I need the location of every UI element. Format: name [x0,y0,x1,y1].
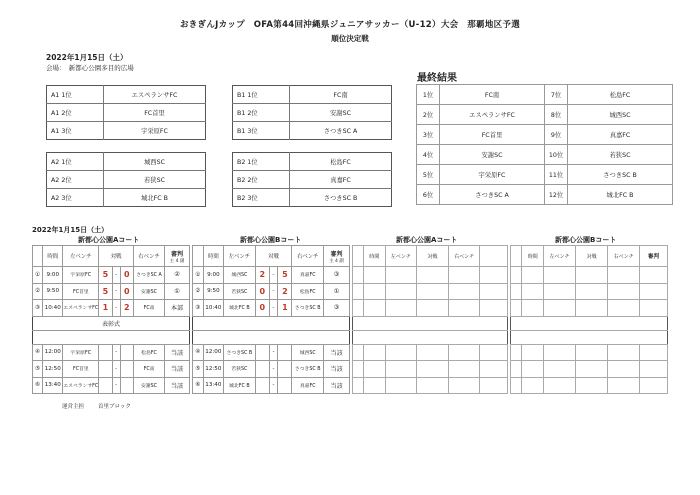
right-score: 5 [278,267,292,284]
match-row [193,361,350,378]
top-date: 2022年1月15日（土） [46,53,128,62]
match-time: 9:50 [203,283,224,300]
left-score [99,361,112,378]
match-no: ⑤ [193,361,204,378]
right-team: 安謝SC [134,377,165,394]
court-title: 新都心公園Bコート [240,236,302,244]
referee: ③ [323,267,349,284]
referee: 本部 [165,300,190,317]
right-team: 真嘉FC [292,377,323,394]
page-subtitle: 順位決定戦 [331,34,369,43]
ref-main: 主 [169,258,175,264]
group-team: エスペランサFC [131,92,178,99]
col-referee [165,246,190,267]
match-row [33,267,190,284]
rank: 4位 [417,145,440,165]
referee: 当該 [165,377,190,394]
match-row [193,267,350,284]
group-team: さつきSC B [290,189,392,207]
spacer [193,316,350,330]
left-team: 城北FC B [224,300,255,317]
final-team: 城西SC [568,105,673,125]
rank: 3位 [417,125,440,145]
court-a-schedule [32,245,190,394]
col-time: 時間 [522,246,544,267]
left-score: 0 [255,283,269,300]
left-score: 5 [99,283,112,300]
col-match: 対戦 [99,246,134,267]
right-score [120,344,133,361]
match-row [33,344,190,361]
group-label: B2 3位 [233,189,290,207]
left-team: 若狭SC [224,361,255,378]
final-team: 城北FC B [568,185,673,205]
group-label: B1 2位 [233,104,290,122]
final-results-table [416,84,673,205]
rank: 5位 [417,165,440,185]
match-time: 13:40 [43,377,63,394]
ref-assist: 副 [179,258,185,264]
referee: ① [323,283,349,300]
right-team: FC南 [134,361,165,378]
match-row [193,377,350,394]
group-a1 [46,85,206,140]
match-no: ② [33,283,43,300]
left-score [255,361,269,378]
left-team: 城北FC B [224,377,255,394]
court-b-schedule [192,245,350,394]
col-right-bench: 右ベンチ [292,246,323,267]
col-referee [323,246,349,267]
col-time: 時間 [364,246,385,267]
referee-label: 審判 [171,250,184,258]
final-team: FC南 [440,85,545,105]
rank: 7位 [545,85,568,105]
referee-label: 審判 [648,254,660,260]
group-team: 宇栄原FC [104,122,206,140]
group-label: B1 3位 [233,122,290,140]
final-team: 真嘉FC [568,125,673,145]
left-team: 若狭SC [224,283,255,300]
left-score: 5 [99,267,112,284]
left-team: 宇栄原FC [63,267,99,284]
final-team: 宇栄原FC [440,165,545,185]
group-label: A1 3位 [47,122,104,140]
final-results-title: 最終結果 [417,73,457,84]
match-no: ⑥ [33,377,43,394]
left-team: FC首里 [63,361,99,378]
dash: - [269,283,277,300]
group-team: FC首里 [104,104,206,122]
court-title: 新都心公園Bコート [555,236,617,244]
left-team: さつきSC B [224,344,255,361]
rank: 10位 [545,145,568,165]
referee: ② [165,267,190,284]
footer-organizer: 首里ブロック [98,404,131,410]
left-score [255,377,269,394]
group-label: B2 2位 [233,171,290,189]
match-time: 9:00 [203,267,224,284]
group-b2 [232,152,392,207]
ref-main: 主 [329,258,334,264]
match-row [33,361,190,378]
match-no: ③ [193,300,204,317]
match-time: 12:00 [43,344,63,361]
group-label: B1 1位 [233,86,290,104]
right-team: 松島FC [134,344,165,361]
group-label: A2 3位 [47,189,104,207]
referee: 当該 [165,361,190,378]
venue: 会場： 新都心公園多目的広場 [46,64,134,72]
col-match: 対戦 [255,246,292,267]
referee: 当該 [165,344,190,361]
match-no: ⑥ [193,377,204,394]
col-right-bench: 右ベンチ [448,246,480,267]
group-team: FC南 [333,92,348,99]
rank: 2位 [417,105,440,125]
right-score: 1 [278,300,292,317]
right-score [278,344,292,361]
rank: 12位 [545,185,568,205]
col-referee [640,246,668,267]
dash: - [269,267,277,284]
col-match: 対戦 [417,246,449,267]
group-label: A1 2位 [47,104,104,122]
group-label: B2 1位 [233,153,290,171]
group-label: A2 2位 [47,171,104,189]
group-label: A2 1位 [47,153,104,171]
left-team: エスペランサFC [63,377,99,394]
spacer [33,330,190,344]
match-no: ① [33,267,43,284]
group-team: 真嘉FC [290,171,392,189]
match-no: ③ [33,300,43,317]
ceremony-label: 表彰式 [33,316,190,330]
col-right-bench: 右ベンチ [608,246,640,267]
left-team: 宇栄原FC [63,344,99,361]
col-time: 時間 [203,246,224,267]
match-no: ① [193,267,204,284]
group-b1 [232,85,392,140]
right-team: 城西SC [292,344,323,361]
court-b-empty-schedule [510,245,668,394]
match-row [33,377,190,394]
referee: 当該 [323,344,349,361]
col-left-bench: 左ベンチ [385,246,417,267]
col-match: 対戦 [576,246,608,267]
match-time: 12:50 [43,361,63,378]
final-team: 安謝SC [440,145,545,165]
match-time: 9:00 [43,267,63,284]
right-team: FC南 [134,300,165,317]
group-team: さつきSC A [290,122,392,140]
page-title: おきぎんJカップ OFA第44回沖縄県ジュニアサッカー（U-12）大会 那覇地区予選 [179,20,521,30]
referee-label: 審判 [330,250,343,258]
final-team: 若狭SC [568,145,673,165]
right-score: 0 [120,267,133,284]
left-score: 1 [99,300,112,317]
match-time: 12:00 [203,344,224,361]
col-right-bench: 右ベンチ [134,246,165,267]
right-team: 真嘉FC [292,267,323,284]
court-a-empty-schedule [352,245,508,394]
dash: - [112,283,120,300]
left-score [99,377,112,394]
match-row [193,344,350,361]
right-score: 2 [120,300,133,317]
group-team: 若狭SC [104,171,206,189]
right-score [120,361,133,378]
right-team: さつきSC A [134,267,165,284]
right-score [278,361,292,378]
right-score: 2 [278,283,292,300]
spacer [193,330,350,344]
final-team: さつきSC B [568,165,673,185]
court-title: 新都心公園Aコート [78,236,140,244]
right-score: 0 [120,283,133,300]
rank: 11位 [545,165,568,185]
left-team: 城西SC [224,267,255,284]
dash: - [112,300,120,317]
referee: 当該 [323,361,349,378]
col-no [193,246,204,267]
ref-assist: 副 [339,258,344,264]
footer-organizer-label: 運営主担 [62,404,85,410]
ref-4th: 4 [335,258,338,264]
match-time: 10:40 [43,300,63,317]
right-score [278,377,292,394]
dash: - [269,344,277,361]
left-score [255,344,269,361]
rank: 6位 [417,185,440,205]
dash: - [112,344,120,361]
group-team: 安謝SC [290,104,392,122]
left-team: エスペランサFC [63,300,99,317]
group-a2 [46,152,206,207]
rank: 9位 [545,125,568,145]
match-time: 12:50 [203,361,224,378]
right-team: さつきSC B [292,300,323,317]
final-team: FC首里 [440,125,545,145]
group-team: 城北FC B [104,189,206,207]
match-time: 9:50 [43,283,63,300]
right-team: 松島FC [292,283,323,300]
col-left-bench: 左ベンチ [63,246,99,267]
schedule-date: 2022年1月15日（土） [32,226,109,234]
dash: - [112,267,120,284]
match-no: ④ [33,344,43,361]
rank: 8位 [545,105,568,125]
referee: ① [165,283,190,300]
group-team: 城西SC [144,159,165,166]
match-no: ② [193,283,204,300]
match-time: 10:40 [203,300,224,317]
final-team: さつきSC A [440,185,545,205]
right-team: 安謝SC [134,283,165,300]
col-no [33,246,43,267]
dash: - [112,377,120,394]
dash: - [112,361,120,378]
col-time: 時間 [43,246,63,267]
match-row [193,283,350,300]
left-score: 0 [255,300,269,317]
match-row [33,300,190,317]
court-title: 新都心公園Aコート [396,236,458,244]
referee: ③ [323,300,349,317]
group-team: 松島FC [330,159,351,166]
ref-4th: 4 [175,258,179,264]
dash: - [269,377,277,394]
final-team: エスペランサFC [440,105,545,125]
left-team: FC首里 [63,283,99,300]
right-team: さつきSC B [292,361,323,378]
match-time: 13:40 [203,377,224,394]
referee: 当該 [323,377,349,394]
match-no: ④ [193,344,204,361]
right-score [120,377,133,394]
col-left-bench: 左ベンチ [544,246,576,267]
match-no: ⑤ [33,361,43,378]
col-left-bench: 左ベンチ [224,246,255,267]
group-label: A1 1位 [47,86,104,104]
match-row [33,283,190,300]
dash: - [269,300,277,317]
left-score [99,344,112,361]
rank: 1位 [417,85,440,105]
left-score: 2 [255,267,269,284]
dash: - [269,361,277,378]
match-row [193,300,350,317]
final-team: 松島FC [568,85,673,105]
